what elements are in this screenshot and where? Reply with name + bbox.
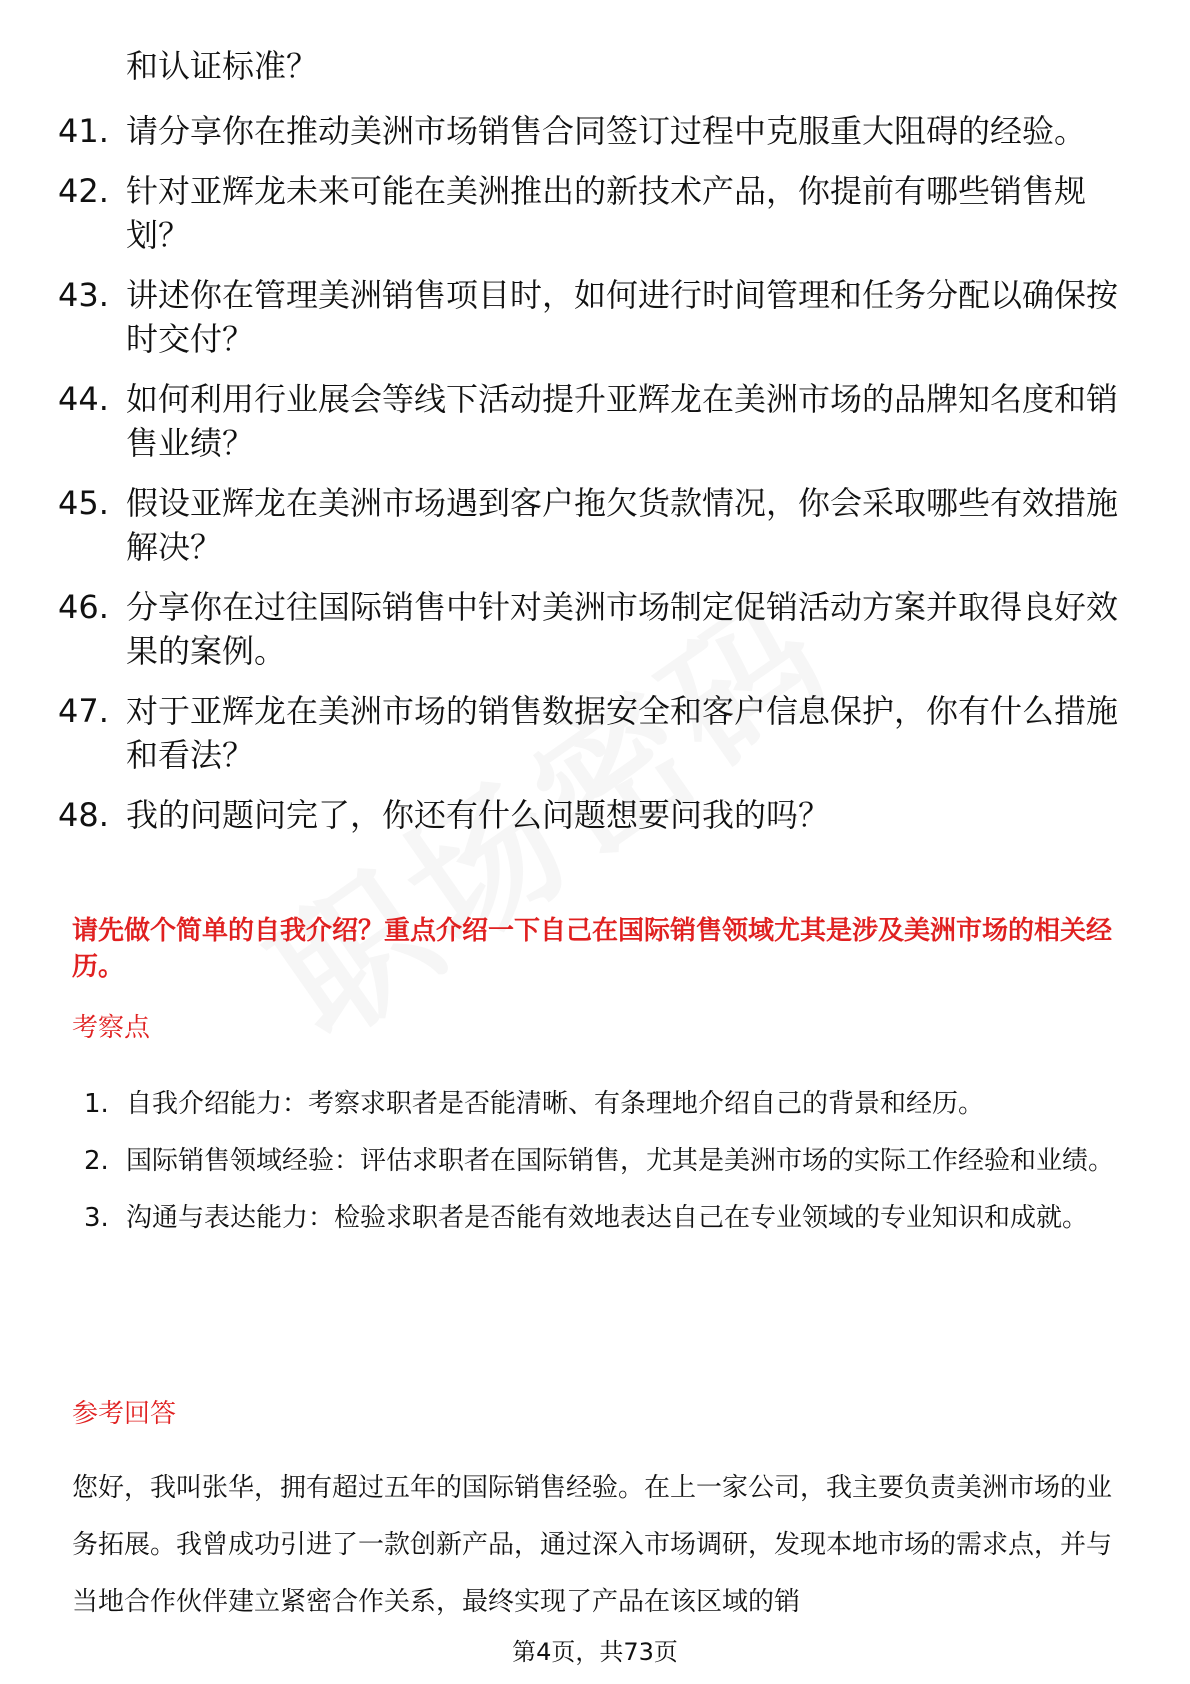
section-title-answer: 参考回答 [72,1399,177,1429]
question-number: 45. [58,484,109,522]
point-item [84,1076,1114,1133]
question-item [58,377,1118,465]
question-number: 42. [58,172,109,210]
question-number: 47. [58,692,109,730]
question-continuation: 和认证标准？ [126,47,319,85]
point-number: 3. [84,1203,109,1233]
question-text: 对于亚辉龙在美洲市场的销售数据安全和客户信息保护，你有什么措施和看法？ [126,692,1119,774]
question-number: 48. [58,796,109,834]
question-item [58,585,1118,673]
question-text: 分享你在过往国际销售中针对美洲市场制定促销活动方案并取得良好效果的案例。 [126,588,1119,670]
question-text: 请分享你在推动美洲市场销售合同签订过程中克服重大阻碍的经验。 [126,112,1087,150]
answer-paragraph: 您好，我叫张华，拥有超过五年的国际销售经验。在上一家公司，我主要负责美洲市场的业务拓展。我曾成功引进了一款创新产品，通过深入市场调研，发现本地市场的需求点，并与当地合作伙伴建立紧密合作关系，最终实现了产品在该区域的销 [72,1473,1113,1617]
point-number: 2. [84,1146,109,1176]
question-item [58,689,1118,777]
points-list [84,1076,1114,1247]
question-text: 如何利用行业展会等线下活动提升亚辉龙在美洲市场的品牌知名度和销售业绩？ [126,380,1119,462]
question-item [58,793,1118,837]
point-text: 自我介绍能力：考察求职者是否能清晰、有条理地介绍自己的背景和经历。 [126,1089,985,1119]
point-number: 1. [84,1089,109,1119]
question-item [58,169,1118,257]
page-footer: 第4页，共73页 [512,1638,678,1666]
point-text: 沟通与表达能力：检验求职者是否能有效地表达自己在专业领域的专业知识和成就。 [126,1203,1089,1233]
question-text: 假设亚辉龙在美洲市场遇到客户拖欠货款情况，你会采取哪些有效措施解决？ [126,484,1119,566]
point-item [84,1190,1114,1247]
question-number: 46. [58,588,109,626]
question-number: 43. [58,276,109,314]
question-text: 讲述你在管理美洲销售项目时，如何进行时间管理和任务分配以确保按时交付？ [126,276,1119,358]
question-number: 44. [58,380,109,418]
question-text: 我的问题问完了，你还有什么问题想要问我的吗？ [126,796,831,834]
section-title-points: 考察点 [72,1013,151,1043]
question-item [58,109,1118,153]
question-item [58,481,1118,569]
highlight-question: 请先做个简单的自我介绍？重点介绍一下自己在国际销售领域尤其是涉及美洲市场的相关经历。 [72,916,1113,982]
point-item [84,1133,1114,1190]
point-text: 国际销售领域经验：评估求职者在国际销售，尤其是美洲市场的实际工作经验和业绩。 [126,1146,1115,1176]
question-list [58,109,1118,853]
question-number: 41. [58,112,109,150]
question-item [58,273,1118,361]
question-text: 针对亚辉龙未来可能在美洲推出的新技术产品，你提前有哪些销售规划？ [126,172,1087,254]
